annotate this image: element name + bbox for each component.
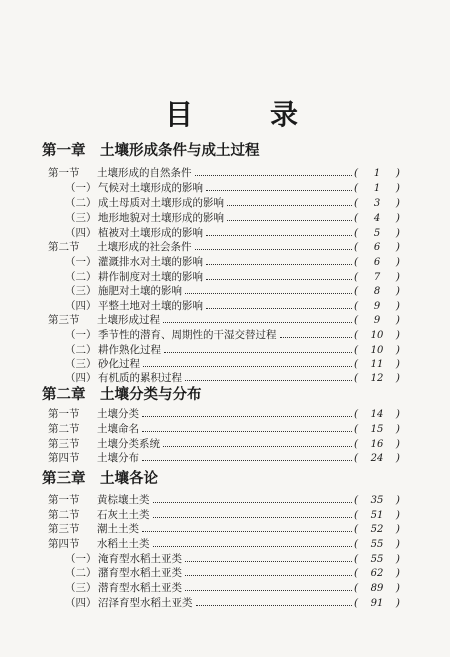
- toc-section: [0, 508, 450, 522]
- page-number: ( 5 ): [354, 227, 400, 239]
- page-number: ( 55 ): [354, 538, 400, 550]
- page-number-value: 12: [370, 373, 384, 384]
- page-number-value: 9: [373, 301, 381, 312]
- page-number: ( 10 ): [354, 329, 400, 341]
- toc-section: [0, 493, 450, 507]
- toc-subsection: [0, 581, 450, 595]
- entry-title: 潜育型水稻土亚类: [98, 582, 182, 594]
- page-number-value: 89: [370, 583, 384, 594]
- page-number: ( 91 ): [354, 597, 400, 609]
- page-number: ( 14 ): [354, 408, 400, 420]
- entry-title: 施肥对土壤的影响: [98, 285, 182, 297]
- toc-section: [0, 313, 450, 327]
- page-number: ( 89 ): [354, 582, 400, 594]
- page-number: ( 62 ): [354, 567, 400, 579]
- page-number-value: 6: [373, 257, 381, 268]
- entry-label: （四）: [65, 372, 97, 384]
- entry-label: （三）: [65, 285, 97, 297]
- entry-title: 淹育型水稻土亚类: [98, 553, 182, 565]
- leader-dots: [195, 249, 352, 250]
- toc-section: [0, 437, 450, 451]
- page-number-value: 9: [373, 315, 381, 326]
- entry-label: （三）: [65, 582, 97, 594]
- entry-title: 黄棕壤土类: [97, 494, 150, 506]
- page-number-value: 52: [370, 524, 384, 535]
- entry-label: 第四节: [48, 452, 80, 464]
- entry-label: 第二节: [48, 423, 80, 435]
- page-number: ( 4 ): [354, 212, 400, 224]
- page-number: ( 6 ): [354, 256, 400, 268]
- entry-title: 季节性的潜育、周期性的干湿交替过程: [98, 329, 277, 341]
- page-number: ( 12 ): [354, 372, 400, 384]
- page-number-value: 6: [373, 242, 381, 253]
- entry-label: （一）: [65, 182, 97, 194]
- page-number-value: 35: [370, 495, 384, 506]
- page-number-value: 14: [370, 409, 384, 420]
- toc-subsection: [0, 371, 450, 385]
- leader-dots: [206, 235, 352, 236]
- leader-dots: [185, 380, 352, 381]
- leader-dots: [153, 546, 352, 547]
- page-number-value: 4: [373, 213, 381, 224]
- entry-title: 土壤形成过程: [97, 314, 160, 326]
- toc-subsection: [0, 196, 450, 210]
- toc-subsection: [0, 181, 450, 195]
- toc-subsection: [0, 226, 450, 240]
- page-number: ( 1 ): [354, 182, 400, 194]
- page-number-value: 11: [370, 359, 384, 370]
- page-number-value: 1: [373, 168, 381, 179]
- page-number-value: 16: [370, 439, 384, 450]
- leader-dots: [227, 205, 352, 206]
- leader-dots: [227, 220, 352, 221]
- entry-label: （二）: [65, 344, 97, 356]
- leader-dots: [142, 431, 352, 432]
- leader-dots: [280, 337, 352, 338]
- page-number-value: 5: [373, 228, 381, 239]
- chapter-title: 第三章 土壤各论: [42, 470, 158, 487]
- page-title: [0, 98, 450, 132]
- leader-dots: [163, 322, 352, 323]
- leader-dots: [185, 590, 352, 591]
- title-right-char: 录: [270, 98, 299, 131]
- toc-subsection: [0, 270, 450, 284]
- entry-label: 第二节: [48, 241, 80, 253]
- title-left-char: 目: [165, 98, 194, 131]
- toc-subsection: [0, 328, 450, 342]
- leader-dots: [163, 446, 352, 447]
- page-number-value: 3: [373, 198, 381, 209]
- entry-title: 地形地貌对土壤形成的影响: [98, 212, 224, 224]
- entry-title: 砂化过程: [98, 358, 140, 370]
- toc-subsection: [0, 255, 450, 269]
- page-number: ( 35 ): [354, 494, 400, 506]
- page-number-value: 8: [373, 286, 381, 297]
- leader-dots: [206, 190, 352, 191]
- page-number-value: 62: [370, 568, 384, 579]
- toc-chapter: [0, 470, 450, 488]
- entry-title: 潮土土类: [97, 523, 139, 535]
- entry-title: 土壤命名: [97, 423, 139, 435]
- entry-label: （二）: [65, 567, 97, 579]
- entry-title: 土壤分布: [97, 452, 139, 464]
- toc-section: [0, 451, 450, 465]
- entry-label: 第一节: [48, 494, 80, 506]
- page-number-value: 1: [373, 183, 381, 194]
- page-number-value: 24: [370, 453, 384, 464]
- leader-dots: [206, 308, 352, 309]
- entry-label: 第三节: [48, 438, 80, 450]
- leader-dots: [164, 352, 352, 353]
- page-number-value: 10: [370, 330, 384, 341]
- leader-dots: [143, 366, 352, 367]
- page-number: ( 15 ): [354, 423, 400, 435]
- entry-title: 植被对土壤形成的影响: [98, 227, 203, 239]
- page-number: ( 55 ): [354, 553, 400, 565]
- leader-dots: [196, 605, 352, 606]
- chapter-title: 第二章 土壤分类与分布: [42, 386, 202, 403]
- toc-subsection: [0, 284, 450, 298]
- entry-label: （四）: [65, 300, 97, 312]
- entry-label: （三）: [65, 212, 97, 224]
- leader-dots: [185, 575, 352, 576]
- entry-label: （二）: [65, 197, 97, 209]
- page-number-value: 55: [370, 554, 384, 565]
- page-number-value: 51: [370, 510, 384, 521]
- entry-label: 第三节: [48, 523, 80, 535]
- page-number: ( 9 ): [354, 300, 400, 312]
- toc-subsection: [0, 357, 450, 371]
- page-number: ( 10 ): [354, 344, 400, 356]
- page-number: ( 1 ): [354, 167, 400, 179]
- entry-title: 沼泽育型水稻土亚类: [98, 597, 193, 609]
- entry-label: 第三节: [48, 314, 80, 326]
- page-number-value: 10: [370, 345, 384, 356]
- entry-title: 平整土地对土壤的影响: [98, 300, 203, 312]
- entry-label: （四）: [65, 227, 97, 239]
- toc-subsection: [0, 552, 450, 566]
- page-number-value: 55: [370, 539, 384, 550]
- toc-subsection: [0, 299, 450, 313]
- leader-dots: [142, 460, 352, 461]
- page-number: ( 9 ): [354, 314, 400, 326]
- entry-title: 石灰土土类: [97, 509, 150, 521]
- entry-title: 灌溉排水对土壤的影响: [98, 256, 203, 268]
- entry-label: 第一节: [48, 167, 80, 179]
- entry-label: （二）: [65, 271, 97, 283]
- entry-label: （四）: [65, 597, 97, 609]
- entry-label: （一）: [65, 329, 97, 341]
- entry-label: 第四节: [48, 538, 80, 550]
- entry-title: 土壤形成的自然条件: [97, 167, 192, 179]
- toc-chapter: [0, 142, 450, 160]
- toc-subsection: [0, 211, 450, 225]
- page-number: ( 7 ): [354, 271, 400, 283]
- page-number: ( 8 ): [354, 285, 400, 297]
- entry-label: （一）: [65, 256, 97, 268]
- chapter-title: 第一章 土壤形成条件与成土过程: [42, 142, 260, 159]
- toc-chapter: [0, 386, 450, 404]
- leader-dots: [185, 561, 352, 562]
- page-number: ( 3 ): [354, 197, 400, 209]
- page-number: ( 16 ): [354, 438, 400, 450]
- page-number-value: 91: [370, 598, 384, 609]
- leader-dots: [153, 502, 352, 503]
- entry-label: （三）: [65, 358, 97, 370]
- leader-dots: [206, 279, 352, 280]
- leader-dots: [195, 175, 352, 176]
- page-number-value: 7: [373, 272, 381, 283]
- toc-section: [0, 522, 450, 536]
- toc-subsection: [0, 343, 450, 357]
- entry-title: 土壤分类系统: [97, 438, 160, 450]
- page-number: ( 51 ): [354, 509, 400, 521]
- entry-label: 第一节: [48, 408, 80, 420]
- leader-dots: [185, 293, 352, 294]
- page-number: ( 11 ): [354, 358, 400, 370]
- leader-dots: [206, 264, 352, 265]
- entry-title: 有机质的累积过程: [98, 372, 182, 384]
- entry-title: 土壤分类: [97, 408, 139, 420]
- toc-section: [0, 422, 450, 436]
- toc-subsection: [0, 596, 450, 610]
- entry-title: 耕作制度对土壤的影响: [98, 271, 203, 283]
- leader-dots: [142, 416, 352, 417]
- entry-title: 土壤形成的社会条件: [97, 241, 192, 253]
- toc-section: [0, 537, 450, 551]
- page-number: ( 24 ): [354, 452, 400, 464]
- toc-section: [0, 166, 450, 180]
- entry-title: 气候对土壤形成的影响: [98, 182, 203, 194]
- entry-title: 成土母质对土壤形成的影响: [98, 197, 224, 209]
- page-number-value: 15: [370, 424, 384, 435]
- entry-label: （一）: [65, 553, 97, 565]
- toc-subsection: [0, 566, 450, 580]
- leader-dots: [142, 531, 352, 532]
- entry-label: 第二节: [48, 509, 80, 521]
- leader-dots: [153, 517, 352, 518]
- page-number: ( 52 ): [354, 523, 400, 535]
- entry-title: 潴育型水稻土亚类: [98, 567, 182, 579]
- entry-title: 水稻土土类: [97, 538, 150, 550]
- toc-section: [0, 407, 450, 421]
- entry-title: 耕作熟化过程: [98, 344, 161, 356]
- page-number: ( 6 ): [354, 241, 400, 253]
- toc-section: [0, 240, 450, 254]
